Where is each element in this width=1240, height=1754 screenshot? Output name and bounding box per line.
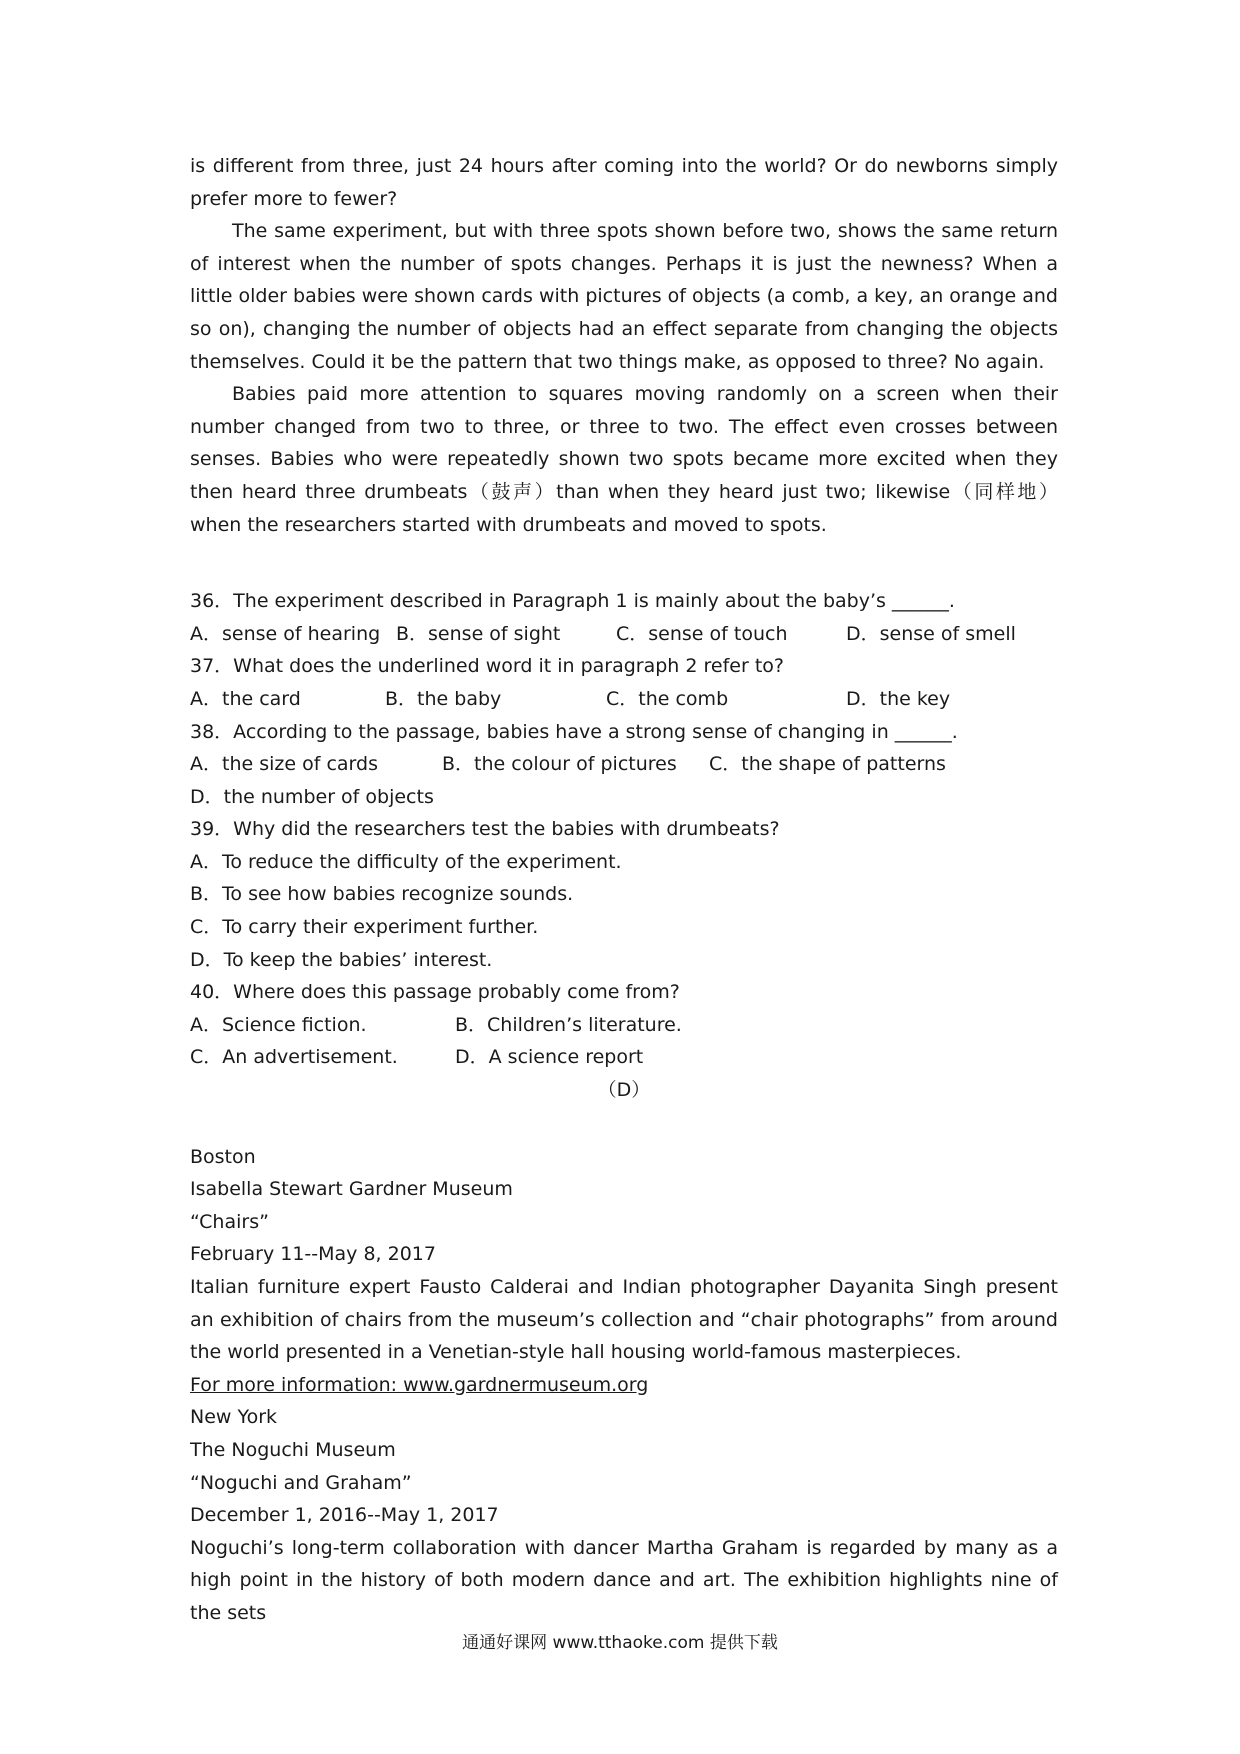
- newyork-dates: December 1, 2016--May 1, 2017: [190, 1504, 499, 1527]
- paragraph-c2: The same experiment, but with three spots shown before two, shows the same return of interest when the number of spots changes. Perhaps it is just the newness? When a little older babies were shown cards with pictures of objects (a comb, a key, an orange and so on), changing the number of objects had an effect separate from changing the objects themselves. Could it be the pattern that two things make, as opposed to three? No again.: [190, 220, 1058, 373]
- option-b: B．sense of sight: [396, 622, 561, 645]
- question-37: 37．What does the underlined word it in paragraph 2 refer to?: [190, 655, 784, 678]
- spacer: [190, 1107, 1058, 1141]
- document-page: [190, 150, 1058, 1630]
- question-39: 39．Why did the researchers test the babies with drumbeats?: [190, 818, 780, 841]
- options-40-ab: [190, 1009, 1058, 1042]
- option-a: A．sense of hearing: [190, 622, 381, 645]
- option-a: A．the card: [190, 687, 301, 710]
- paragraph-c3: Babies paid more attention to squares moving randomly on a screen when their number changed from two to three, or three to two. The effect even crosses between senses. Babies who were repeatedly shown two spots became more excited when they then heard three drumbeats（鼓声）than when they heard just two; likewise（同样地）when the researchers started with drumbeats and moved to spots.: [190, 383, 1058, 536]
- newyork-museum: The Noguchi Museum: [190, 1438, 396, 1461]
- boston-dates: February 11--May 8, 2017: [190, 1243, 436, 1266]
- boston-city: Boston: [190, 1145, 256, 1168]
- options-36: [190, 618, 1058, 651]
- option-c: C．the shape of patterns: [709, 753, 946, 776]
- paragraph-c1-tail: is different from three, just 24 hours after coming into the world? Or do newborns simply prefer more to fewer?: [190, 155, 1058, 210]
- spacer: [190, 541, 1058, 585]
- option-b: B．the baby: [385, 687, 502, 710]
- option-b: B．the colour of pictures: [442, 753, 677, 776]
- newyork-city: New York: [190, 1406, 278, 1429]
- option-d: D．To keep the babies’ interest.: [190, 948, 493, 971]
- option-d: D．the number of objects: [190, 785, 434, 808]
- option-c: C．sense of touch: [616, 622, 788, 645]
- question-36: 36．The experiment described in Paragraph 1 is mainly about the baby’s ______.: [190, 590, 955, 613]
- boston-museum: Isabella Stewart Gardner Museum: [190, 1178, 513, 1201]
- page-footer: 通通好课网 www.tthaoke.com 提供下载: [462, 1633, 778, 1653]
- question-40: 40．Where does this passage probably come from?: [190, 981, 680, 1004]
- option-d: D．A science report: [455, 1046, 644, 1069]
- newyork-exhibition-title: “Noguchi and Graham”: [190, 1471, 412, 1494]
- option-d: D．the key: [846, 687, 951, 710]
- boston-description: Italian furniture expert Fausto Calderai and Indian photographer Dayanita Singh present an exhibition of chairs from the museum’s collection and “chair photographs” from around the world presented in a Venetian-style hall housing world-famous masterpieces.: [190, 1276, 1058, 1364]
- options-38: [190, 748, 1058, 781]
- option-c: C．An advertisement.: [190, 1046, 398, 1069]
- option-c: C．To carry their experiment further.: [190, 916, 539, 939]
- options-37: [190, 683, 1058, 716]
- boston-exhibition-title: “Chairs”: [190, 1210, 269, 1233]
- option-a: A．Science fiction.: [190, 1013, 367, 1036]
- options-40-cd: [190, 1041, 1058, 1074]
- option-b: B．Children’s literature.: [455, 1013, 682, 1036]
- question-38: 38．According to the passage, babies have a strong sense of changing in ______.: [190, 720, 958, 743]
- option-b: B．To see how babies recognize sounds.: [190, 883, 574, 906]
- option-a: A．the size of cards: [190, 753, 378, 776]
- section-label-d: （D）: [597, 1079, 651, 1102]
- option-c: C．the comb: [606, 687, 729, 710]
- option-d: D．sense of smell: [846, 622, 1016, 645]
- option-a: A．To reduce the difficulty of the experiment.: [190, 850, 622, 873]
- newyork-description: Noguchi’s long-term collaboration with dancer Martha Graham is regarded by many as a high point in the history of both modern dance and art. The exhibition highlights nine of the sets: [190, 1536, 1058, 1624]
- boston-info-link[interactable]: For more information: www.gardnermuseum.org: [190, 1373, 649, 1396]
